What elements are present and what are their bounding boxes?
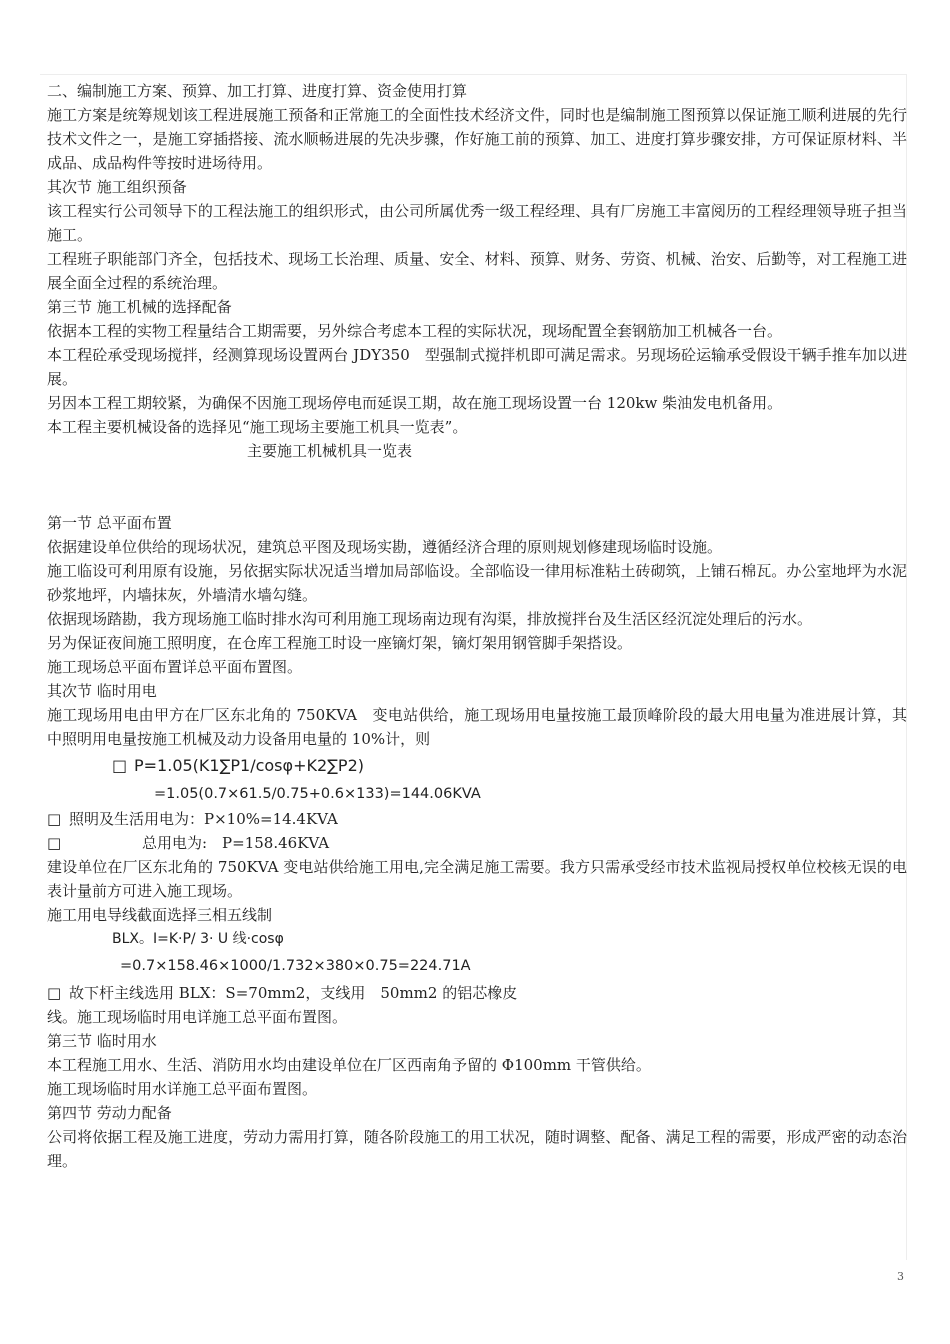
paragraph: 施工现场临时用水详施工总平面布置图。 (47, 1080, 318, 1098)
paragraph: 该工程实行公司领导下的工程法施工的组织形式，由公司所属优秀一级工程经理、具有厂房施工丰富阅历的工程经理领导班子担当施工。 (47, 202, 907, 244)
section-heading: 第一节 总平面布置 (47, 514, 172, 532)
paragraph: 施工临设可利用原有设施，另依据实际状况适当增加局部临设。全部临设一律用标准粘土砖砌筑，上铺石棉瓦。办公室地坪为水泥砂浆地坪，内墙抹灰，外墙清水墙勾缝。 (47, 562, 907, 604)
paragraph: 建设单位在厂区东北角的 750KVA 变电站供给施工用电,完全满足施工需要。我方只需承受经市技术监视局授权单位校核无误的电表计量前方可进入施工现场。 (47, 858, 907, 900)
list-item-text: 故下杆主线选用 BLX：S=70mm2，支线用 50mm2 的铝芯橡皮 (69, 984, 518, 1002)
table-placeholder (47, 463, 907, 511)
formula-line: =1.05(0.7×61.5/0.75+0.6×133)=144.06KVA (154, 786, 481, 802)
paragraph: 依据现场踏勘，我方现场施工临时排水沟可利用施工现场南边现有沟渠，排放搅拌台及生活区经沉淀处理后的污水。 (47, 610, 813, 628)
paragraph: 工程班子职能部门齐全，包括技术、现场工长治理、质量、安全、材料、预算、财务、劳资、机械、治安、后勤等，对工程施工进展全面全过程的系统治理。 (47, 250, 907, 292)
section-heading: 二、编制施工方案、预算、加工打算、进度打算、资金使用打算 (47, 82, 468, 100)
checkbox-glyph: □ (47, 834, 62, 852)
paragraph: 本工程施工用水、生活、消防用水均由建设单位在厂区西南角予留的 Φ100mm 干管供给。 (47, 1056, 651, 1074)
formula-line: BLX。I=K·P/ 3· U 线·cosφ (112, 931, 284, 947)
checkbox-glyph: □ (112, 756, 128, 775)
table-title: 主要施工机械机具一览表 (247, 442, 413, 460)
paragraph: 施工现场总平面布置详总平面布置图。 (47, 658, 303, 676)
list-item (47, 831, 907, 855)
section-heading: 第四节 劳动力配备 (47, 1104, 172, 1122)
list-item (47, 981, 907, 1005)
list-item (47, 807, 907, 831)
section-heading: 第三节 临时用水 (47, 1032, 157, 1050)
paragraph: 另因本工程工期较紧，为确保不因施工现场停电而延误工期，故在施工现场设置一台 120kw 柴油发电机备用。 (47, 394, 783, 412)
section-heading: 第三节 施工机械的选择配备 (47, 298, 232, 316)
paragraph: 施工现场用电由甲方在厂区东北角的 750KVA 变电站供给，施工现场用电量按施工最顶峰阶段的最大用电量为准进展计算，其中照明用电量按施工机械及动力设备用电量的 10%计，则 (47, 706, 907, 748)
paragraph: 施工方案是统筹规划该工程进展施工预备和正常施工的全面性技术经济文件，同时也是编制施工图预算以保证施工顺利进展的先行技术文件之一，是施工穿插搭接、流水顺畅进展的先决步骤，作好施工前的预算、加工、进度打算步骤安排，方可保证原材料、半成品、成品构件等按时进场待用。 (47, 106, 907, 172)
paragraph: 依据建设单位供给的现场状况，建筑总平图及现场实勘，遵循经济合理的原则规划修建现场临时设施。 (47, 538, 723, 556)
formula-text: P=1.05(K1∑P1/cosφ+K2∑P2) (134, 756, 364, 775)
paragraph: 本工程主要机械设备的选择见“施工现场主要施工机具一览表”。 (47, 418, 468, 436)
paragraph: 依据本工程的实物工程量结合工期需要，另外综合考虑本工程的实际状况，现场配置全套钢筋加工机械各一台。 (47, 322, 783, 340)
checkbox-glyph: □ (47, 984, 62, 1002)
section-heading: 其次节 施工组织预备 (47, 178, 187, 196)
paragraph: 线。施工现场临时用电详施工总平面布置图。 (47, 1008, 348, 1026)
formula-line (47, 751, 907, 781)
paragraph: 本工程砼承受现场搅拌，经测算现场设置两台 JDY350 型强制式搅拌机即可满足需求。另现场砼运输承受假设干辆手推车加以进展。 (47, 346, 907, 388)
section-heading: 其次节 临时用电 (47, 682, 157, 700)
paragraph: 公司将依据工程及施工进度，劳动力需用打算，随各阶段施工的用工状况，随时调整、配备、满足工程的需要，形成严密的动态治理。 (47, 1128, 907, 1170)
list-item-text: 照明及生活用电为：P×10%=14.4KVA (69, 810, 338, 828)
list-item-text: 总用电为: P=158.46KVA (142, 834, 330, 852)
paragraph-heading: 施工用电导线截面选择三相五线制 (47, 906, 273, 924)
paragraph: 另为保证夜间施工照明度，在仓库工程施工时设一座镝灯架，镝灯架用钢管脚手架搭设。 (47, 634, 633, 652)
document-body (47, 79, 907, 1173)
page-number: 3 (897, 1270, 904, 1283)
formula-line: =0.7×158.46×1000/1.732×380×0.75=224.71A (120, 958, 471, 974)
checkbox-glyph: □ (47, 810, 62, 828)
